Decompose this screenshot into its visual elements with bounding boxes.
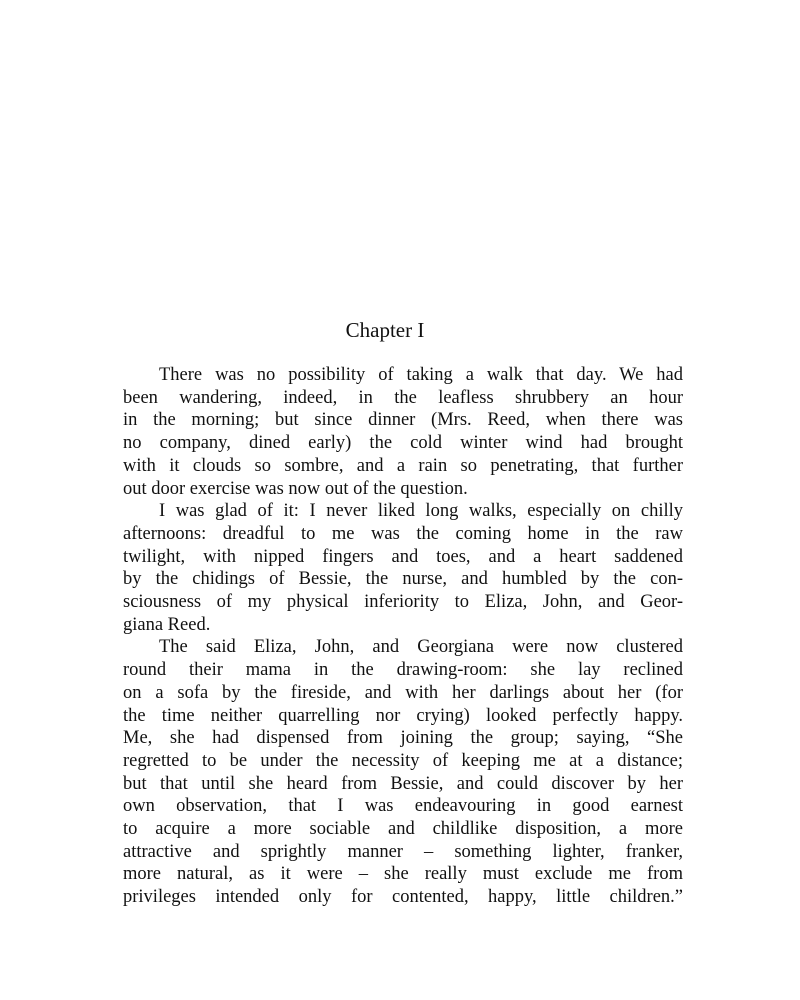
text-line: in the morning; but since dinner (Mrs. Reed, when there was	[123, 410, 683, 431]
paragraph-1	[87, 364, 683, 500]
text-line: round their mama in the drawing-room: she lay reclined	[123, 660, 683, 681]
text-line: twilight, with nipped fingers and toes, and a heart saddened	[123, 546, 683, 567]
paragraph-3	[87, 636, 683, 908]
text-line: out door exercise was now out of the question.	[123, 478, 468, 499]
text-line: giana Reed.	[123, 614, 211, 635]
text-line: afternoons: dreadful to me was the coming home in the raw	[123, 523, 683, 544]
text-line: been wandering, indeed, in the leafless shrubbery an hour	[123, 387, 683, 408]
text-line: The said Eliza, John, and Georgiana were now clustered	[159, 637, 683, 658]
text-line: more natural, as it were – she really must exclude me from	[123, 864, 683, 885]
text-line: the time neither quarrelling nor crying) looked perfectly happy.	[123, 705, 683, 726]
text-line: on a sofa by the fireside, and with her darlings about her (for	[123, 682, 683, 703]
chapter-title: Chapter I	[345, 318, 425, 342]
text-line: by the chidings of Bessie, the nurse, and humbled by the con-	[123, 569, 683, 590]
text-line: There was no possibility of taking a walk that day. We had	[159, 365, 683, 385]
chapter-body	[87, 364, 683, 909]
text-line: with it clouds so sombre, and a rain so penetrating, that further	[123, 455, 683, 476]
text-line: to acquire a more sociable and childlike disposition, a more	[123, 819, 683, 840]
text-line: own observation, that I was endeavouring in good earnest	[123, 796, 683, 817]
text-line: but that until she heard from Bessie, and could discover by her	[123, 773, 683, 794]
text-line: sciousness of my physical inferiority to Eliza, John, and Geor-	[123, 592, 683, 613]
text-line: Me, she had dispensed from joining the group; saying, “She	[123, 728, 683, 749]
text-line: regretted to be under the necessity of keeping me at a distance;	[123, 750, 683, 771]
text-line: attractive and sprightly manner – something lighter, franker,	[123, 841, 683, 862]
paragraph-2	[87, 500, 683, 636]
text-line: privileges intended only for contented, happy, little children.”	[123, 887, 683, 908]
text-line: I was glad of it: I never liked long walks, especially on chilly	[159, 501, 683, 522]
text-line: no company, dined early) the cold winter wind had brought	[123, 433, 683, 454]
